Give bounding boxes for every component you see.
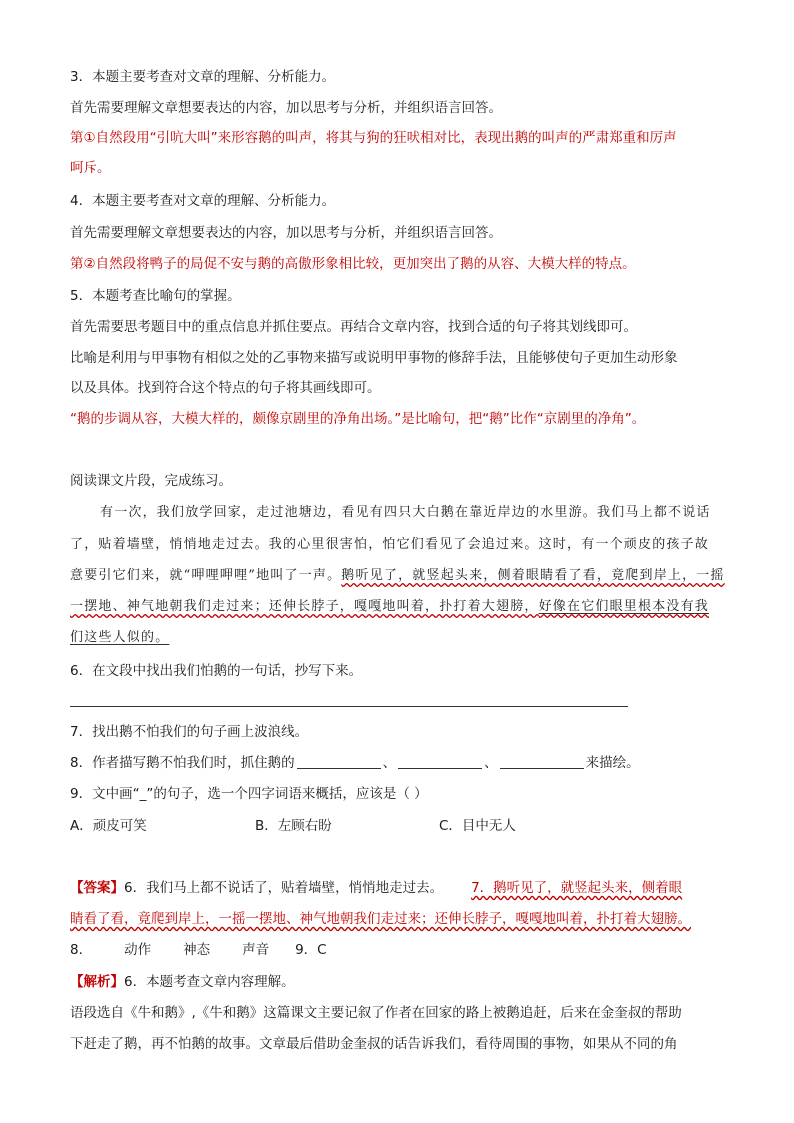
answer-9: 9．C [295, 942, 327, 958]
passage-line-4-underlined: 好像在它们眼里根本没有我 [538, 599, 710, 614]
q4-title: 4．本题主要考查对文章的理解、分析能力。 [70, 193, 336, 209]
answer-8-1: 动作 [124, 942, 152, 958]
passage-line-5 [70, 628, 710, 648]
q3-title: 3．本题主要考查对文章的理解、分析能力。 [70, 69, 336, 85]
q8-blank-2[interactable] [398, 754, 482, 769]
passage-line-4a: 一摆地、神气地朝我们走过来；还伸长脖子，嘎嘎地叫着，扑打着大翅膀， [70, 599, 539, 614]
q6-answer-line[interactable] [70, 706, 628, 707]
q5-explain-2: 以及具体。找到符合这个特点的句子将其画线即可。 [70, 380, 381, 396]
answer-8-2: 神态 [183, 942, 211, 958]
q8-blank-3[interactable] [500, 754, 584, 769]
q9-question: 9．文中画“_”的句子，选一个四字词语来概括，应该是（ ） [70, 786, 428, 802]
q7-question: 7．找出鹅不怕我们的句子画上波浪线。 [70, 724, 309, 740]
q9-option-b[interactable]: B．左顾右盼 [255, 818, 332, 834]
q8-sep-1: 、 [382, 755, 397, 771]
passage-line-2: 了，贴着墙壁，悄悄地走过去。我的心里很害怕，怕它们看见了会追过来。这时，有一个顽皮的孩子故 [70, 537, 710, 552]
passage-line-3 [70, 566, 725, 586]
q5-title: 5．本题考查比喻句的掌握。 [70, 288, 241, 304]
q9-options [70, 816, 710, 836]
q9-option-a[interactable]: A．顽皮可笑 [70, 818, 147, 834]
analysis-q6-title: 6．本题考查文章内容理解。 [124, 974, 295, 990]
analysis-line-3: 下赶走了鹅，再不怕鹅的故事。文章最后借助金奎叔的话告诉我们，看待周围的事物，如果从不同的角 [70, 1036, 678, 1052]
q6-question: 6．在文段中找出我们怕鹅的一句话，抄写下来。 [70, 663, 363, 679]
answer-line-3 [70, 940, 710, 960]
answer-line-1 [70, 878, 710, 898]
q8-sep-2: 、 [484, 755, 498, 771]
passage-line-3a: 意要引它们来，就“呷哩呷哩”地叫了一声。 [70, 568, 342, 583]
q4-answer: 第②自然段将鸭子的局促不安与鹅的高傲形象相比较，更加突出了鹅的从容、大模大样的特点。 [70, 256, 636, 272]
q9-option-c[interactable]: C．目中无人 [439, 818, 516, 834]
q3-answer-1: 第①自然段用“引吭大叫”来形容鹅的叫声，将其与狗的狂吠相对比，表现出鹅的叫声的严肃郑重和厉声 [70, 130, 677, 146]
answer-8-num: 8． [70, 942, 93, 958]
q5-answer: “鹅的步调从容，大模大样的，颇像京剧里的净角出场。”是比喻句，把“鹅”比作“京剧里的净角”。 [70, 411, 646, 427]
passage-line-1: 有一次，我们放学回家，走过池塘边，看见有四只大白鹅在靠近岸边的水里游。我们马上都不说话 [100, 505, 711, 520]
passage-line-5-underlined: 们这些人似的。 [70, 630, 170, 645]
q5-method: 首先需要思考题目中的重点信息并抓住要点。再结合文章内容，找到合适的句子将其划线即可。 [70, 319, 637, 335]
reading-instruction: 阅读课文片段，完成练习。 [70, 473, 232, 489]
answer-6: 6．我们马上都不说话了，贴着墙壁，悄悄地走过去。 [124, 880, 444, 896]
q5-explain-1: 比喻是利用与甲事物有相似之处的乙事物来描写或说明甲事物的修辞手法，且能够使句子更加生动形象 [70, 350, 678, 366]
passage-line-3-wavy: 鹅听见了，就竖起头来，侧着眼睛看了看，竟爬到岸上，一摇 [341, 568, 725, 583]
q8-suffix: 来描绘。 [585, 755, 640, 771]
q3-answer-2: 呵斥。 [70, 160, 111, 176]
analysis-line-1 [70, 972, 710, 992]
q8-blank-1[interactable] [297, 754, 381, 769]
analysis-line-2: 语段选自《牛和鹅》,《牛和鹅》这篇课文主要记叙了作者在回家的路上被鹅追赶，后来在金奎叔的帮助 [70, 1005, 682, 1021]
q8-prefix: 8．作者描写鹅不怕我们时，抓住鹅的 [70, 755, 295, 771]
answer-label: 【答案】 [70, 880, 124, 896]
answer-line-2: 睛看了看，竟爬到岸上，一摇一摆地、神气地朝我们走过来；还伸长脖子，嘎嘎地叫着，扑打着大翅膀。 [70, 911, 691, 927]
answer-7-part1: 7．鹅听见了，就竖起头来，侧着眼 [471, 880, 683, 896]
q3-method: 首先需要理解文章想要表达的内容，加以思考与分析，并组织语言回答。 [70, 100, 502, 116]
q4-method: 首先需要理解文章想要表达的内容，加以思考与分析，并组织语言回答。 [70, 225, 502, 241]
answer-8-3: 声音 [242, 942, 270, 958]
q8-question [70, 753, 710, 773]
analysis-label: 【解析】 [70, 974, 124, 990]
passage-line-4 [70, 597, 710, 617]
